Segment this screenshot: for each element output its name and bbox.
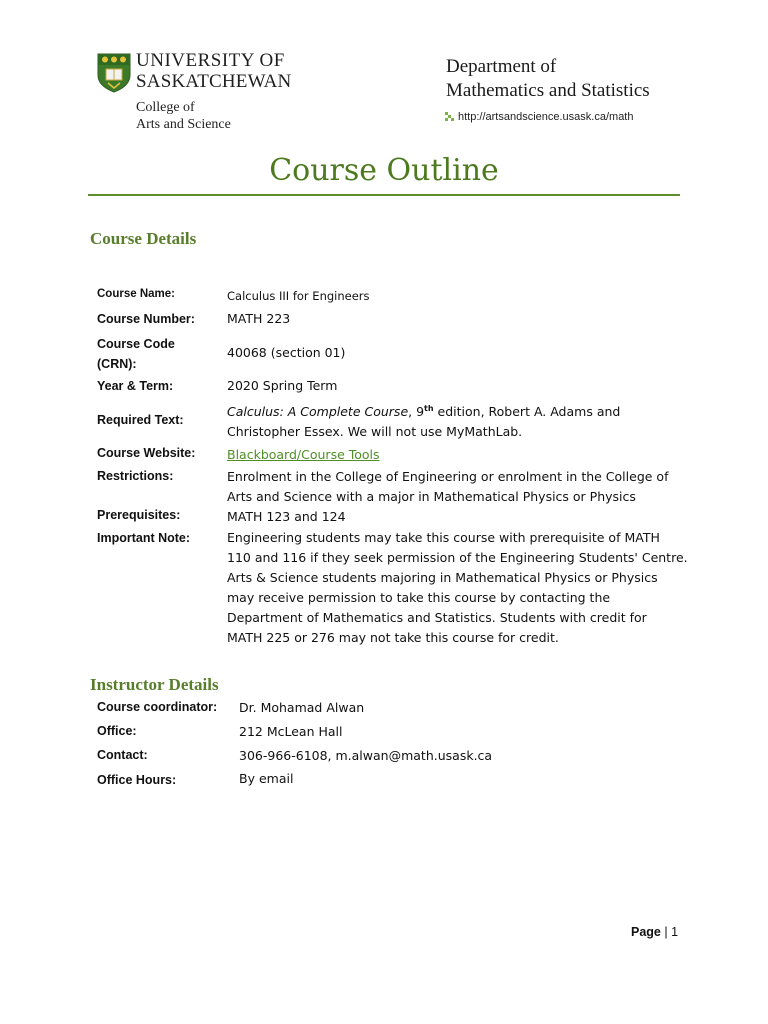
office-value: 212 McLean Hall (239, 724, 343, 739)
page-number-value: 1 (671, 925, 679, 939)
course-code-label-line1: Course Code (97, 337, 175, 351)
course-code-label (97, 334, 175, 374)
page-number (631, 925, 678, 939)
university-line2: SASKATCHEWAN (136, 71, 292, 92)
important-note-label: Important Note: (97, 531, 191, 545)
university-wordmark (136, 50, 291, 92)
instructor-details-heading: Instructor Details (90, 675, 219, 694)
required-text-separator: , 9 (408, 404, 425, 420)
college-line2: Arts and Science (136, 117, 231, 132)
page-title: Course Outline (269, 153, 499, 188)
college-line1: College of (136, 100, 195, 115)
contact-value: 306-966-6108, m.alwan@math.usask.ca (239, 748, 493, 763)
note-line: 110 and 116 if they seek permission of the Engineering Students' Centre. (227, 550, 688, 565)
required-text-label: Required Text: (97, 413, 184, 427)
restrictions-line1: Enrolment in the College of Engineering or enrolment in the College of (227, 469, 669, 484)
restrictions-value (227, 467, 668, 507)
office-hours-label: Office Hours: (97, 773, 177, 787)
note-line: MATH 225 or 276 may not take this course for credit. (227, 630, 559, 645)
department-name (446, 55, 650, 103)
office-label: Office: (97, 724, 137, 738)
required-text-line2: Christopher Essex. We will not use MyMathLab. (227, 424, 523, 440)
department-line2: Mathematics and Statistics (446, 80, 650, 101)
year-term-value: 2020 Spring Term (227, 378, 338, 393)
course-name-label: Course Name: (97, 288, 175, 300)
required-text-value (227, 399, 620, 442)
college-name (136, 99, 231, 133)
department-line1: Department of (446, 56, 557, 77)
course-code-label-line2: (CRN): (97, 357, 137, 371)
prerequisites-label: Prerequisites: (97, 508, 181, 522)
year-term-label: Year & Term: (97, 379, 174, 393)
restrictions-label: Restrictions: (97, 469, 174, 483)
prerequisites-value: MATH 123 and 124 (227, 509, 346, 524)
required-text-rest: edition, Robert A. Adams and (433, 404, 621, 420)
required-text-superscript: th (424, 404, 434, 413)
page-label: Page (631, 925, 661, 939)
important-note-value (227, 528, 688, 648)
university-shield-icon (97, 53, 131, 93)
office-hours-value: By email (239, 771, 294, 786)
note-line: Engineering students may take this course with prerequisite of MATH (227, 530, 660, 545)
required-text-book: Calculus: A Complete Course (227, 404, 409, 420)
coordinator-label: Course coordinator: (97, 700, 218, 714)
note-line: may receive permission to take this course by contacting the (227, 590, 611, 605)
course-code-value: 40068 (section 01) (227, 345, 346, 360)
department-url-text[interactable]: http://artsandscience.usask.ca/math (458, 111, 634, 123)
note-line: Arts & Science students majoring in Mathematical Physics or Physics (227, 570, 658, 585)
course-website-link[interactable]: Blackboard/Course Tools (227, 447, 380, 462)
course-number-value: MATH 223 (227, 311, 291, 326)
coordinator-value: Dr. Mohamad Alwan (239, 700, 365, 715)
department-url[interactable] (445, 111, 633, 123)
course-number-label: Course Number: (97, 312, 195, 326)
title-divider (88, 194, 680, 196)
required-text-line1 (227, 399, 620, 422)
link-icon (445, 112, 454, 123)
university-line1: UNIVERSITY OF (136, 50, 285, 71)
page-separator: | (664, 925, 668, 939)
contact-label: Contact: (97, 748, 148, 762)
course-details-heading: Course Details (90, 229, 197, 248)
note-line: Department of Mathematics and Statistics. Students with credit for (227, 610, 647, 625)
restrictions-line2: Arts and Science with a major in Mathematical Physics or Physics (227, 489, 636, 504)
course-name-value: Calculus III for Engineers (227, 289, 370, 303)
course-website-label: Course Website: (97, 446, 196, 460)
